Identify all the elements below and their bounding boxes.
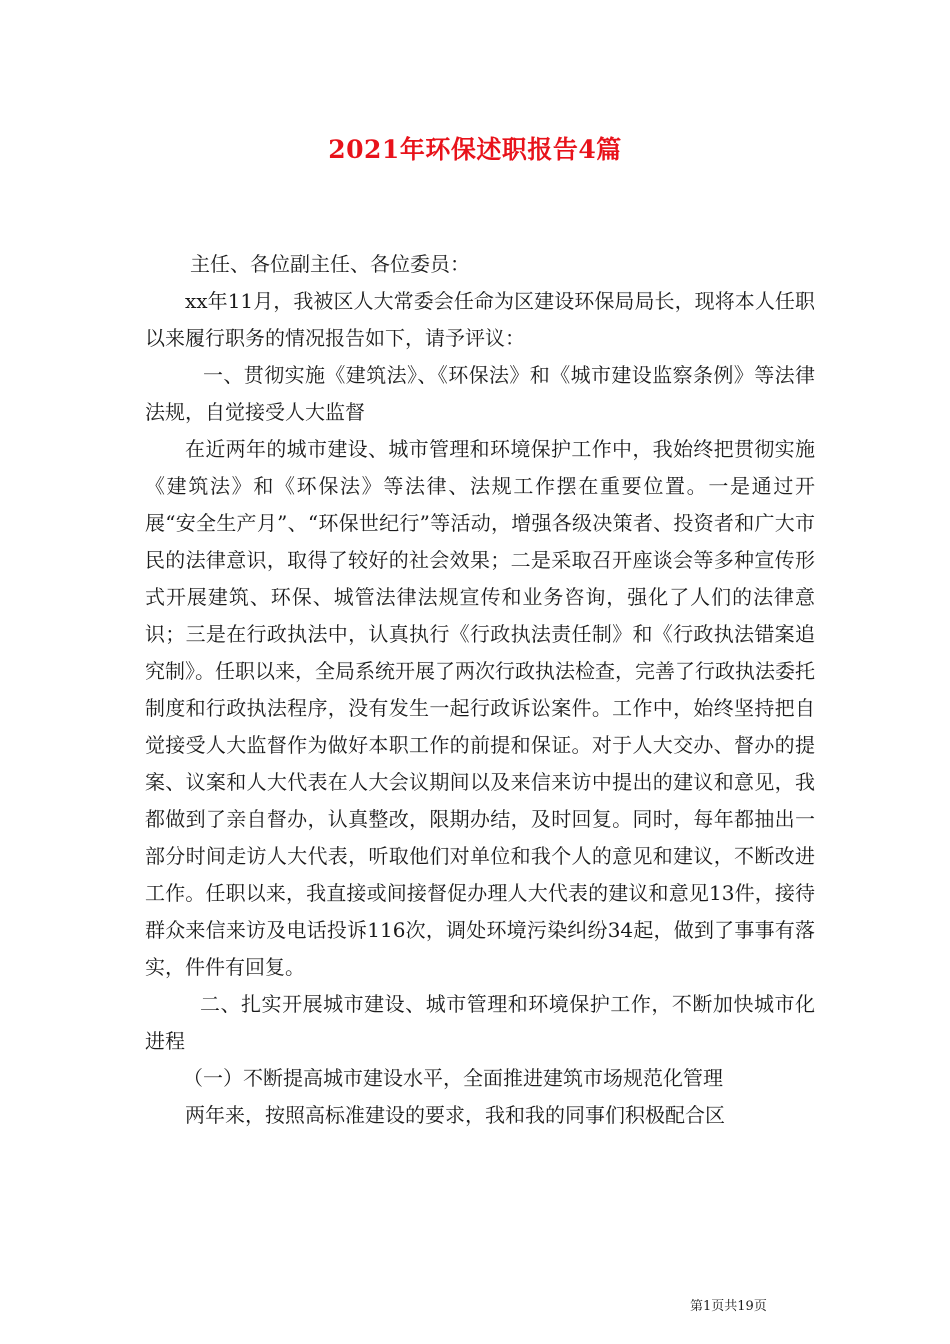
body-paragraph: 在近两年的城市建设、城市管理和环境保护工作中，我始终把贯彻实施《建筑法》和《环保法》等法律、法规工作摆在重要位置。一是通过开展“安全生产月”、“环保世纪行”等活动，增强各级决策者、投资者和广大市民的法律意识，取得了较好的社会效果；二是采取召开座谈会等多种宣传形式开展建筑、环保、城管法律法规宣传和业务咨询，强化了人们的法律意识；三是在行政执法中，认真执行《行政执法责任制》和《行政执法错案追究制》。任职以来，全局系统开展了两次行政执法检查，完善了行政执法委托制度和行政执法程序，没有发生一起行政诉讼案件。工作中，始终坚持把自觉接受人大监督作为做好本职工作的前提和保证。对于人大交办、督办的提案、议案和人大代表在人大会议期间以及来信来访中提出的建议和意见，我都做到了亲自督办，认真整改，限期办结，及时回复。同时，每年都抽出一部分时间走访人大代表，听取他们对单位和我个人的意见和建议，不断改进工作。任职以来，我直接或间接督促办理人大代表的建议和意见13件，接待群众来信来访及电话投诉116次，调处环境污染纠纷34起，做到了事事有落实，件件有回复。 bbox=[145, 437, 815, 979]
salutation-paragraph: 主任、各位副主任、各位委员： bbox=[190, 252, 470, 276]
subsection-heading-1: （一）不断提高城市建设水平，全面推进建筑市场规范化管理 bbox=[183, 1066, 723, 1090]
intro-paragraph: xx年11月，我被区人大常委会任命为区建设环保局局长，现将本人任职以来履行职务的情况报告如下，请予评议： bbox=[145, 289, 815, 350]
document-body bbox=[145, 246, 815, 1134]
section-heading-1: 一、贯彻实施《建筑法》、《环保法》和《城市建设监察条例》等法律法规，自觉接受人大监督 bbox=[145, 363, 815, 424]
document-title: 2021年环保述职报告4篇 bbox=[328, 135, 622, 164]
body-paragraph: 两年来，按照高标准建设的要求，我和我的同事们积极配合区 bbox=[185, 1103, 725, 1127]
page-number-footer: 第1页共19页 bbox=[690, 1299, 767, 1314]
section-heading-2: 二、扎实开展城市建设、城市管理和环境保护工作，不断加快城市化进程 bbox=[145, 992, 815, 1053]
